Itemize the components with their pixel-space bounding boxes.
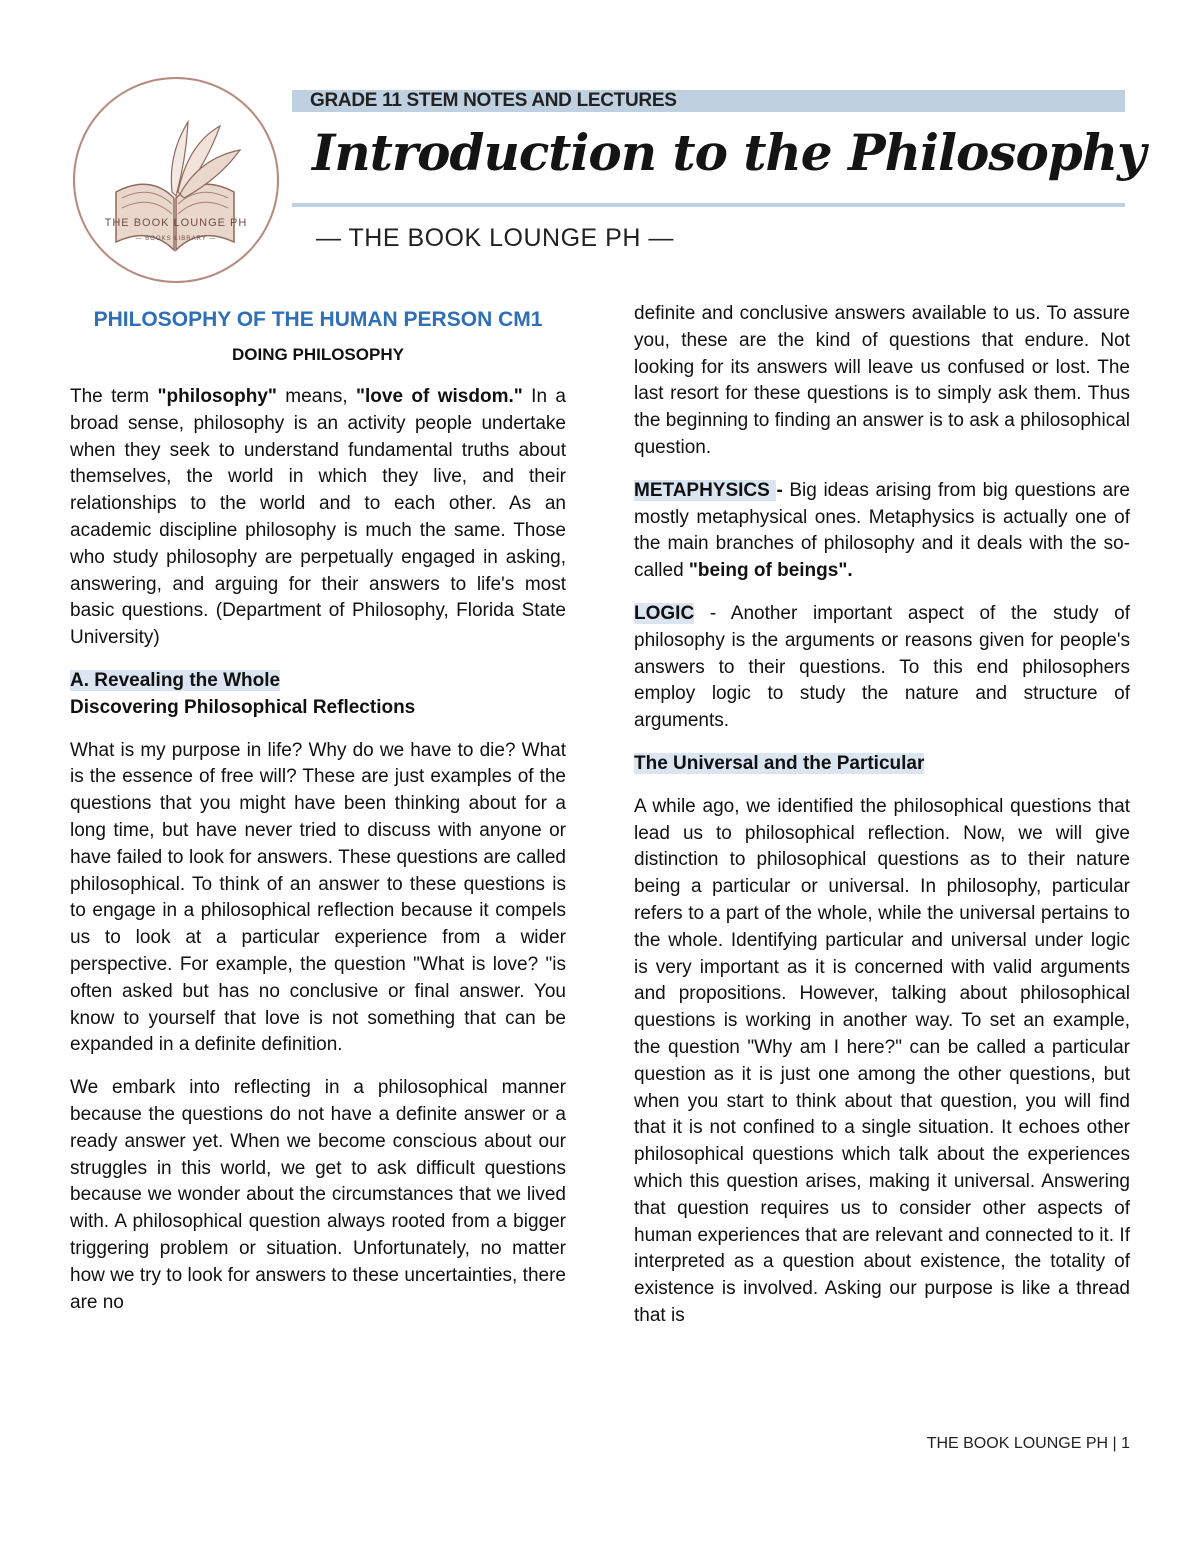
metaphysics-term: METAPHYSICS <box>634 479 777 501</box>
metaphysics-dash: - <box>776 479 790 501</box>
book-lounge-logo <box>70 74 282 286</box>
section-subtitle: DOING PHILOSOPHY <box>232 345 404 364</box>
logic-paragraph <box>634 601 1130 735</box>
grade-label: GRADE 11 STEM NOTES AND LECTURES <box>310 90 677 111</box>
paragraph-universal: A while ago, we identified the philosophical questions that lead us to philosophical reflection. Now, we will give distinction to philosophical questions as to their nature being a particular or universal. In philosophy, particular refers to a part of the whole, while the universal pertains to the whole. Identifying particular and universal under logic is very important as it is concerned with valid arguments and propositions. However, talking about philosophical questions is working in another way. To set an example, the question "Why am I here?" can be called a particular question as it is just one among the other questions, but when you start to think about that question, you will find that it is not confined to a single situation. It echoes other philosophical questions which talk about the experiences which this question arises, making it universal. Answering that question requires us to consider other aspects of human experiences that are relevant and connected to it. If interpreted as a question about existence, the totality of existence is involved. Asking our purpose is like a thread that is <box>634 795 1130 1326</box>
intro-definition: "love of wisdom." <box>356 386 523 407</box>
paragraph-reflections: What is my purpose in life? Why do we have to die? What is the essence of free will? These are just examples of the questions that you might have been thinking about for a long time, but have never tried to discuss with anyone or have failed to look for answers. These questions are called philosophical. To think of an answer to these questions is to engage in a philosophical reflection because it compels us to look at a particular experience from a wider perspective. For example, the question "What is love? "is often asked but has no conclusive or final answer. You know to yourself that love is not something that can be expanded in a definite definition. <box>70 739 566 1056</box>
left-column <box>70 306 566 1332</box>
heading-a-sub: Discovering Philosophical Reflections <box>70 696 416 718</box>
intro-term: "philosophy" <box>157 386 277 407</box>
header-divider <box>292 203 1125 207</box>
paragraph-continued: definite and conclusive answers available to us. To assure you, these are the kind of questions that endure. Not looking for its answers will leave us confused or lost. The last resort for these questions is to simply ask them. Thus the beginning to finding an answer is to ask a philosophical question. <box>634 303 1130 458</box>
heading-a: A. Revealing the Whole <box>70 669 281 691</box>
document-subtitle: — THE BOOK LOUNGE PH — <box>316 224 674 252</box>
intro-text-2: means, <box>276 386 356 407</box>
intro-text-3: In a broad sense, philosophy is an activity people undertake when they seek to understand fundamental truths about themselves, the world in which they live, and their relationships to the world and to each other. As an academic discipline philosophy is much the same. Those who study philosophy are perpetually engaged in asking, answering, and arguing for their answers to life's most basic questions. (Department of Philosophy, Florida State University) <box>70 386 566 649</box>
intro-paragraph <box>70 384 566 652</box>
svg-text:THE BOOK LOUNGE PH: THE BOOK LOUNGE PH <box>104 217 248 229</box>
logic-text: - Another important aspect of the study of philosophy is the arguments or reasons given for people's answers to their questions. To this end philosophers employ logic to study the nature and structure of arguments. <box>634 602 1130 732</box>
metaphysics-emphasis: "being of beings". <box>688 560 853 582</box>
page-footer: THE BOOK LOUNGE PH | 1 <box>926 1435 1130 1452</box>
paragraph-embark: We embark into reflecting in a philosophical manner because the questions do not have a definite answer or a ready answer yet. When we become conscious about our struggles in this world, we get to ask difficult questions because we wonder about the circumstances that we lived with. A philosophical question always rooted from a bigger triggering problem or situation. Unfortunately, no matter how we try to look for answers to these uncertainties, there are no <box>70 1077 566 1313</box>
heading-universal-particular <box>634 751 1130 778</box>
heading-revealing-whole <box>70 668 566 722</box>
section-title: PHILOSOPHY OF THE HUMAN PERSON CM1 <box>93 308 543 331</box>
right-column <box>634 301 1130 1346</box>
metaphysics-text: Big ideas arising from big questions are mostly metaphysical ones. Metaphysics is actually one of the main branches of philosophy and it deals with the so-called <box>634 479 1130 582</box>
metaphysics-paragraph <box>634 478 1130 585</box>
logic-term: LOGIC <box>634 602 695 624</box>
intro-text-1: The term <box>70 386 158 407</box>
open-book-icon <box>70 74 282 286</box>
document-title: Introduction to the Philosophy <box>312 123 1146 182</box>
svg-text:— BOOKS LIBRARY —: — BOOKS LIBRARY — <box>135 236 217 242</box>
heading-up: The Universal and the Particular <box>634 752 925 774</box>
